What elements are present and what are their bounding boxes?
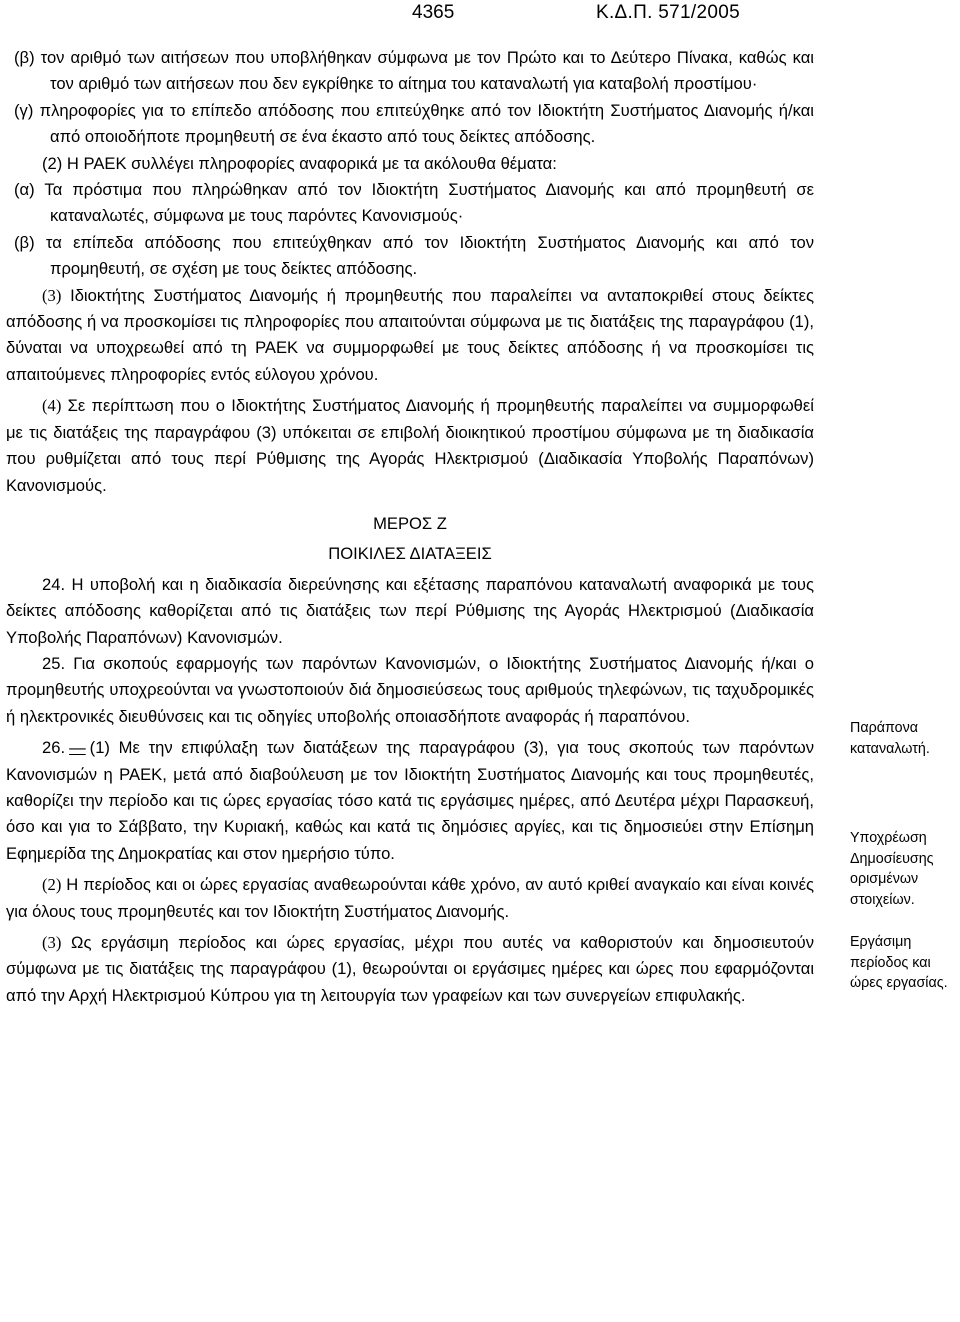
section-26-dash: — [69, 738, 86, 758]
page-header [0, 0, 960, 26]
section-26-1 [6, 735, 814, 867]
paragraph-2-a: (α) Τα πρόστιμα που πληρώθηκαν από τον Ιδιοκτήτη Συστήματος Διανομής και από προμηθευτή σε καταναλωτές, σύμφωνα με τους παρόντες Κανονισμούς· [14, 180, 814, 226]
clause-g-performance-info: (γ) πληροφορίες για το επίπεδο απόδοσης που επιτεύχθηκε από τον Ιδιοκτήτη Συστήματος Διανομής ή/και από οποιοδήποτε προμηθευτή σε ένα έκαστο από τους δείκτες απόδοσης. [14, 100, 814, 147]
section-26-2-number: (2) [42, 875, 62, 895]
section-26-1-text: (1) Με την επιφύλαξη των διατάξεων της παραγράφου (3), για τους σκοπούς των παρόντων Κανονισμών η ΡΑΕΚ, μετά από διαβούλευση με τον Ιδιοκτήτη Συστήματος Διανομής και τους προμηθευτές, καθορίζει την περίοδο και τις ώρες εργασίας τόσο κατά τις εργάσιμες ημέρες, από Δευτέρα μέχρι Παρασκευή, όσο και για το Σάββατο, την Κυριακή, καθώς και κατά τις δημόσιες αργίες, και τις δημοσιεύει στην Επίσημη Εφημερίδα της Δημοκρατίας και στον ημερήσιο τύπο. [6, 738, 814, 863]
paragraph-2-intro: (2) Η ΡΑΕΚ συλλέγει πληροφορίες αναφορικά με τα ακόλουθα θέματα: [42, 153, 557, 173]
paragraph-3-text: Ιδιοκτήτης Συστήματος Διανομής ή προμηθευτής που παραλείπει να ανταποκριθεί στους δείκτες απόδοσης ή να προσκομίσει τις πληροφορίες που απαιτούνται σύμφωνα με τις διατάξεις της παραγράφου (1), δύναται να υποχρεωθεί από τη ΡΑΕΚ να συμμορφωθεί με τους δείκτες απόδοσης ή να προσκομίσει τις απαιτούμενες πληροφορίες εντός εύλογου χρόνου. [6, 285, 814, 384]
paragraph-3 [6, 283, 814, 389]
paragraph-4-number: (4) [42, 396, 62, 416]
document-reference: Κ.Δ.Π. 571/2005 [596, 2, 740, 23]
paragraph-3-number: (3) [42, 285, 62, 305]
margin-note-working-hours: Εργάσιμη περίοδος και ώρες εργασίας. [850, 934, 948, 991]
section-26-2-text: Η περίοδος και οι ώρες εργασίας αναθεωρούνται κάθε χρόνο, αν αυτό κριθεί αναγκαίο και είναι κοινές για όλους τους προμηθευτές και τον Ιδιοκτήτη Συστήματος Διανομής. [6, 875, 814, 921]
section-26-3-number: (3) [42, 933, 62, 952]
paragraph-4 [6, 393, 814, 499]
paragraph-2-b: (β) τα επίπεδα απόδοσης που επιτεύχθηκαν από τον Ιδιοκτήτη Συστήματος Διανομής και από τον προμηθευτή, σε σχέση με τους δείκτες απόδοσης. [14, 232, 814, 279]
section-26-number: 26. [42, 738, 66, 758]
section-25: 25. Για σκοπούς εφαρμογής των παρόντων Κανονισμών, ο Ιδιοκτήτης Συστήματος Διανομής ή/και ο προμηθευτής υποχρεούνται να γνωστοποιούν διά δημοσιεύσεως τους αριθμούς τηλεφώνων, τις ταχυδρομικές ή ηλεκτρονικές διευθύνσεις και τις οδηγίες υποβολής οποιασδήποτε αναφοράς ή παραπόνου. [6, 653, 814, 726]
clause-b-count-applications: (β) τον αριθμό των αιτήσεων που υποβλήθηκαν σύμφωνα με τον Πρώτο και το Δεύτερο Πίνακα, καθώς και τον αριθμό των αιτήσεων που δεν εγκρίθηκε το αίτημα του καταναλωτή για καταβολή προστίμου· [14, 48, 814, 94]
main-text [6, 45, 814, 1009]
part-title: ΜΕΡΟΣ Ζ [373, 513, 447, 533]
section-26-3 [6, 930, 814, 1009]
margin-note-complaints: Παράπονα καταναλωτή. [850, 720, 930, 757]
margin-note-publication-duty: Υποχρέωση Δημοσίευσης ορισμένων στοιχείων. [850, 830, 934, 908]
section-26-2 [6, 872, 814, 925]
page-number: 4365 [412, 2, 455, 23]
section-26-3-text: Ως εργάσιμη περίοδος και ώρες εργασίας, μέχρι που αυτές να καθοριστούν και δημοσιευτούν σύμφωνα με τις διατάξεις της παραγράφου (1), θεωρούνται οι εργάσιμες ημέρες και ώρες που εφαρμόζονται από την Αρχή Ηλεκτρισμού Κύπρου για τη λειτουργία των γραφείων και των συνεργείων επιφυλακής. [6, 933, 814, 1005]
section-24: 24. Η υποβολή και η διαδικασία διερεύνησης και εξέτασης παραπόνου καταναλωτή αναφορικά με τους δείκτες απόδοσης καθορίζεται από τις διατάξεις των περί Ρύθμισης της Αγοράς Ηλεκτρισμού (Διαδικασία Υποβολής Παραπόνων) Κανονισμών. [6, 574, 814, 647]
paragraph-4-text: Σε περίπτωση που ο Ιδιοκτήτης Συστήματος Διανομής ή προμηθευτής παραλείπει να συμμορφωθεί με τις διατάξεις της παραγράφου (3) υπόκειται σε επιβολή διοικητικού προστίμου σύμφωνα με τη διαδικασία που ρυθμίζεται από τους περί Ρύθμισης της Αγοράς Ηλεκτρισμού (Διαδικασία Υποβολής Παραπόνων) Κανονισμούς. [6, 396, 814, 495]
part-subtitle: ΠΟΙΚΙΛΕΣ ΔΙΑΤΑΞΕΙΣ [328, 544, 492, 564]
